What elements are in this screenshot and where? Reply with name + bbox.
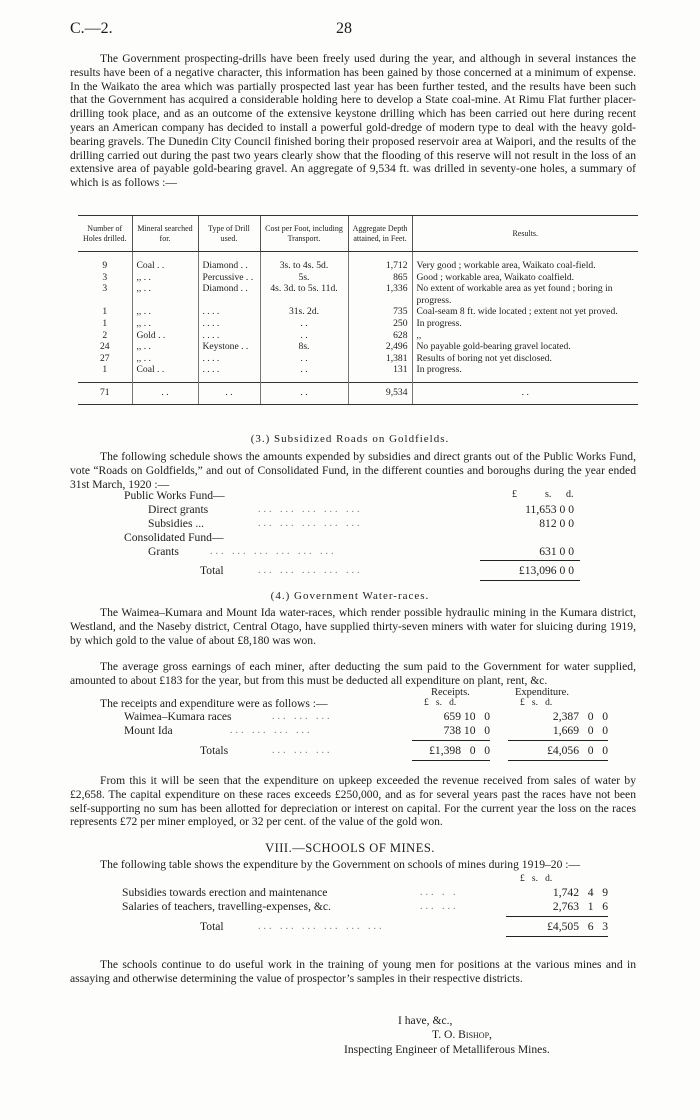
- table-cell: Diamond . .: [198, 252, 260, 272]
- table-cell: Coal . .: [132, 252, 198, 272]
- table-cell: 3s. to 4s. 5d.: [260, 252, 348, 272]
- table-cell: 1: [102, 317, 108, 329]
- table-cell: ,,: [412, 330, 638, 342]
- table-cell: 1: [102, 364, 108, 376]
- currency-head-pounds: £: [512, 489, 517, 500]
- table-cell: In progress.: [412, 318, 638, 330]
- grants-amount: 631 0 0: [539, 545, 574, 558]
- table-row: [78, 306, 638, 318]
- receipts-expenditure-lead: The receipts and expenditure were as follows :—: [100, 697, 328, 710]
- receipts-header: Receipts.: [431, 687, 470, 698]
- table-total-row: [78, 382, 638, 404]
- totals-label: Totals: [200, 744, 229, 757]
- schools-closing-paragraph: The schools continue to do useful work in the training of young men for positions at the various mines and in assaying and otherwise determining the value of prospector’s samples in their respective districts.: [70, 958, 636, 985]
- sum-rule: [480, 560, 580, 561]
- table-cell: . . . .: [198, 318, 260, 330]
- totals-receipts: £1,398 0 0: [429, 744, 490, 757]
- table-cell: . .: [260, 318, 348, 330]
- salaries-label: Salaries of teachers, travelling-expenses, &c.: [122, 900, 331, 913]
- intro-paragraph: The Government prospecting-drills have been freely used during the year, and although in several instances the results have been of a negative character, this information has been gained by those concerned at a minimum of expense. In the Waikato the area which was partially prospected last year has been further tested, and the results have been such that the Government has acquired a considerable holding here to develop a State coal-mine. At Rimu Flat further placer-drilling took place, and as an outcome of the extensive keystone drilling which has been carried out here during recent years an American company has decided to install a powerful gold-dredge of modern type to deal with the heavy gold-bearing gravels. The Dunedin City Council finished boring their proposed reservoir area at Waipori, and the results of the drilling carried out during the past two years clearly show that the flooding of this reserve will not result in the loss of an extensive area of payable gold-bearing gravel. An aggregate of 9,534 ft. was drilled in seventy-one holes, a summary of which is as follows :—: [70, 52, 636, 190]
- mount-ida-expenditure: 1,669 0 0: [552, 724, 608, 737]
- signature-salutation: I have, &c.,: [398, 1014, 453, 1027]
- table-cell: . . . .: [198, 364, 260, 382]
- table-cell: Results of boring not yet disclosed.: [412, 353, 638, 365]
- table-cell: 1,712: [348, 252, 412, 272]
- total-rule: [412, 760, 490, 761]
- expenditure-header: Expenditure.: [515, 687, 569, 698]
- table-cell: 3: [102, 283, 108, 295]
- table-cell: 3: [102, 271, 108, 283]
- table-row: [78, 353, 638, 365]
- leader-dots: ... . .: [420, 887, 459, 898]
- section-heading-subsidized-roads: (3.) Subsidized Roads on Goldfields.: [250, 433, 450, 445]
- sum-rule: [506, 916, 608, 917]
- table-cell: 4s. 3d. to 5s. 11d.: [260, 283, 348, 306]
- table-cell: Coal-seam 8 ft. wide located ; extent not yet proved.: [412, 306, 638, 318]
- table-cell: 27: [99, 352, 110, 364]
- total-rule: [480, 580, 580, 581]
- table-cell: 31s. 2d.: [260, 306, 348, 318]
- drilling-summary-table: [78, 215, 638, 405]
- currency-head-shillings: s.: [545, 489, 552, 500]
- table-cell: ,, . .: [132, 272, 198, 284]
- table-cell: Coal . .: [132, 364, 198, 382]
- water-races-paragraph-3: From this it will be seen that the expenditure on upkeep exceeded the revenue received from sales of water by £2,658. The capital expenditure on these races exceeds £250,000, and as for several years past the races have not been self-supporting no sum has been allotted for depreciation or interest on capital. For the current year the loss on the races represents £72 per miner employed, or 32 per cent. of the value of the gold won.: [70, 774, 636, 829]
- table-cell: 1: [102, 306, 108, 318]
- leader-dots: ... ... ... ... ...: [258, 565, 363, 576]
- table-cell: . . . .: [198, 353, 260, 365]
- schools-currency-heads: £ s. d.: [520, 874, 553, 884]
- waimea-expenditure: 2,387 0 0: [552, 710, 608, 723]
- water-races-paragraph-2: The average gross earnings of each miner, after deducting the sum paid to the Government for water supplied, amounted to about £183 for the year, but from this must be deducted all expenditure on plant, rent, &c.: [70, 660, 636, 687]
- table-cell: 5s.: [260, 272, 348, 284]
- table-total-cell: 9,534: [348, 382, 412, 404]
- subsidies-amount: 812 0 0: [539, 517, 574, 530]
- table-cell: ,, . .: [132, 283, 198, 306]
- subsidies-erection-amount: 1,742 4 9: [552, 886, 608, 899]
- leader-dots: ... ... ...: [272, 745, 333, 756]
- total-amount: £13,096 0 0: [518, 564, 574, 577]
- table-cell: Keystone . .: [198, 341, 260, 353]
- column-header: Number of Holes drilled.: [78, 216, 132, 252]
- column-header: Type of Drill used.: [198, 216, 260, 252]
- table-cell: . .: [260, 353, 348, 365]
- table-total-cell: . .: [260, 382, 348, 404]
- page-number: 28: [336, 20, 352, 37]
- schools-total-amount: £4,505 6 3: [547, 920, 608, 933]
- table-cell: No extent of workable area as yet found ; boring in progress.: [412, 283, 638, 306]
- leader-dots: ... ... ... ... ... ...: [210, 546, 337, 557]
- table-row: [78, 341, 638, 353]
- table-row: [78, 330, 638, 342]
- consolidated-fund-label: Consolidated Fund—: [124, 531, 224, 544]
- grants-label: Grants: [148, 545, 179, 558]
- section-heading-schools-of-mines: VIII.—SCHOOLS OF MINES.: [265, 841, 435, 855]
- table-cell: 865: [348, 272, 412, 284]
- table-cell: . . . .: [198, 306, 260, 318]
- table-cell: 2,496: [348, 341, 412, 353]
- table-cell: 1,381: [348, 353, 412, 365]
- table-total-cell: . .: [412, 382, 638, 404]
- table-cell: 24: [99, 341, 110, 353]
- table-cell: 1,336: [348, 283, 412, 306]
- report-code: C.—2.: [70, 20, 113, 37]
- table-row: [78, 252, 638, 272]
- table-header-row: [78, 216, 638, 252]
- leader-dots: ... ...: [420, 901, 459, 912]
- table-cell: 8s.: [260, 341, 348, 353]
- public-works-fund-label: Public Works Fund—: [124, 489, 225, 502]
- waimea-receipts: 659 10 0: [443, 710, 490, 723]
- column-header: Results.: [412, 216, 638, 252]
- signature-title: Inspecting Engineer of Metalliferous Mines.: [344, 1043, 550, 1056]
- table-cell: 250: [348, 318, 412, 330]
- mount-ida-receipts: 738 10 0: [443, 724, 490, 737]
- column-header: Aggregate Depth attained, in Feet.: [348, 216, 412, 252]
- leader-dots: ... ... ... ... ...: [258, 518, 363, 529]
- currency-head-pence: d.: [566, 489, 574, 500]
- subsidies-erection-label: Subsidies towards erection and maintenance: [122, 886, 328, 899]
- direct-grants-label: Direct grants: [148, 503, 209, 516]
- leader-dots: ... ... ...: [272, 711, 333, 722]
- table-total-cell: 71: [78, 382, 132, 404]
- table-total-cell: . .: [198, 382, 260, 404]
- waimea-kumara-label: Waimea–Kumara races: [124, 710, 232, 723]
- table-cell: Good ; workable area, Waikato coalfield.: [412, 272, 638, 284]
- leader-dots: ... ... ... ... ...: [258, 504, 363, 515]
- table-row: [78, 272, 638, 284]
- table-row: [78, 283, 638, 306]
- subsidies-label: Subsidies ...: [148, 517, 205, 530]
- table-row: [78, 318, 638, 330]
- mount-ida-label: Mount Ida: [124, 724, 173, 737]
- table-cell: 735: [348, 306, 412, 318]
- schools-total-label: Total: [200, 920, 224, 933]
- table-cell: 131: [348, 364, 412, 382]
- table-cell: 2: [102, 329, 108, 341]
- expenditure-currency-heads: £ s. d.: [520, 698, 553, 708]
- column-header: Cost per Foot, including Transport.: [260, 216, 348, 252]
- leader-dots: ... ... ... ...: [230, 725, 313, 736]
- schools-of-mines-intro: The following table shows the expenditure by the Government on schools of mines during 1919–20 :—: [100, 858, 581, 871]
- table-cell: . .: [260, 364, 348, 382]
- water-races-paragraph-1: The Waimea–Kumara and Mount Ida water-races, which render possible hydraulic mining in the Kumara district, Westland, and the Naseby district, Central Otago, have supplied thirty-seven miners with water for sluicing during 1919, by which gold to the value of about £8,180 was won.: [70, 606, 636, 647]
- sum-rule: [412, 740, 490, 741]
- table-cell: In progress.: [412, 364, 638, 382]
- table-cell: Very good ; workable area, Waikato coal-field.: [412, 252, 638, 272]
- leader-dots: ... ... ... ... ... ...: [258, 921, 385, 932]
- sum-rule: [508, 740, 608, 741]
- table-cell: Percussive . .: [198, 272, 260, 284]
- table-total-cell: . .: [132, 382, 198, 404]
- direct-grants-amount: 11,653 0 0: [525, 503, 574, 516]
- totals-expenditure: £4,056 0 0: [547, 744, 608, 757]
- table-cell: 9: [102, 260, 108, 271]
- column-header: Mineral searched for.: [132, 216, 198, 252]
- section-heading-water-races: (4.) Government Water-races.: [270, 590, 430, 602]
- table-cell: . .: [260, 330, 348, 342]
- table-cell: ,, . .: [132, 306, 198, 318]
- table-cell: ,, . .: [132, 341, 198, 353]
- table-cell: ,, . .: [132, 353, 198, 365]
- total-label: Total: [200, 564, 224, 577]
- table-cell: Gold . .: [132, 330, 198, 342]
- table-row: [78, 364, 638, 382]
- salaries-amount: 2,763 1 6: [552, 900, 608, 913]
- table-cell: No payable gold-bearing gravel located.: [412, 341, 638, 353]
- receipts-currency-heads: £ s. d.: [424, 698, 457, 708]
- table-cell: 628: [348, 330, 412, 342]
- table-cell: Diamond . .: [198, 283, 260, 306]
- signature-name: T. O. Bishop,: [432, 1028, 492, 1041]
- table-cell: ,, . .: [132, 318, 198, 330]
- total-rule: [506, 936, 608, 937]
- table-cell: . . . .: [198, 330, 260, 342]
- total-rule: [508, 760, 608, 761]
- subsidized-roads-intro: The following schedule shows the amounts expended by subsidies and direct grants out of the Public Works Fund, vote “Roads on Goldfields,” and out of Consolidated Fund, in the different counties and boroughs during the year ended 31st March, 1920 :—: [70, 450, 636, 491]
